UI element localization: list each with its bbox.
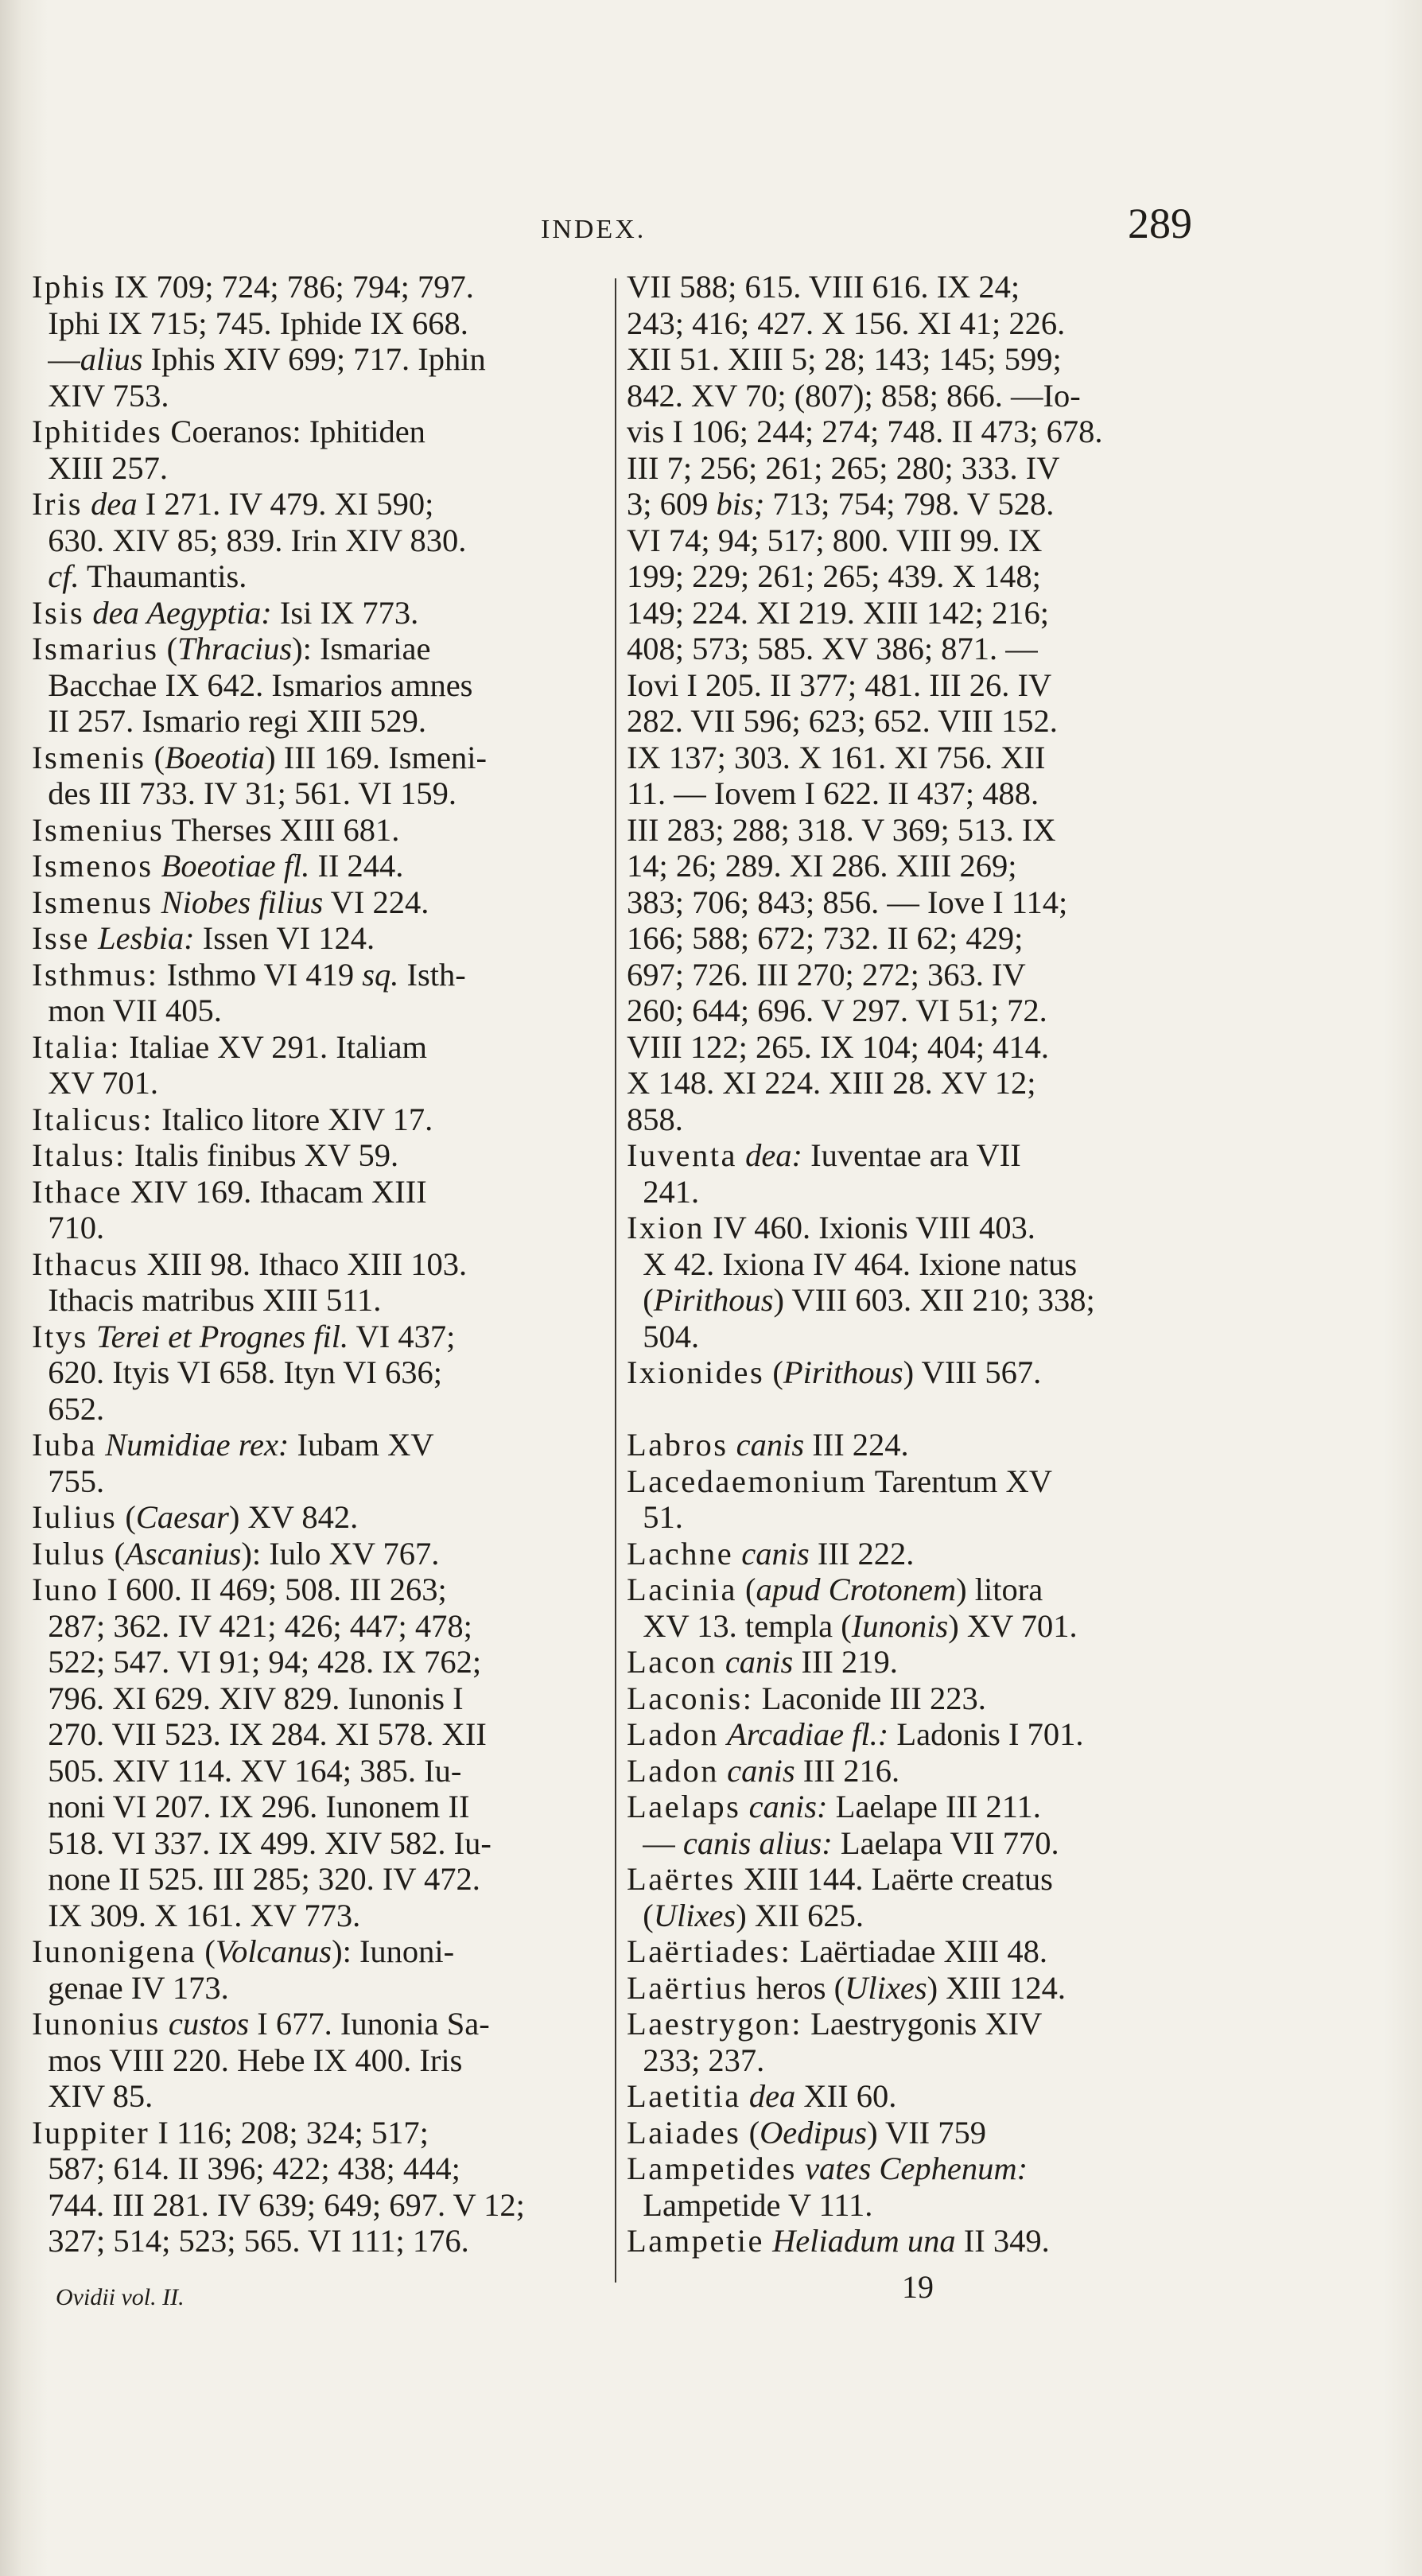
index-line: 755. [32,1463,105,1499]
index-line: 149; 224. XI 219. XIII 142; 216; [627,594,1049,631]
sheet-number: 19 [902,2269,934,2305]
index-line: (Pirithous) VIII 603. XII 210; 338; [627,1282,1095,1318]
index-line: Ismenos Boeotiae fl. II 244. [32,848,404,884]
index-line: Iovi I 205. II 377; 481. III 26. IV [627,666,1052,703]
index-line: Iphi IX 715; 745. Iphide IX 668. [32,305,468,341]
index-line: genae IV 173. [32,1969,229,2006]
index-line: Isis dea Aegyptia: Isi IX 773. [32,594,419,631]
index-line: 697; 726. III 270; 272; 363. IV [627,956,1026,993]
index-line: 858. [627,1101,683,1137]
index-line: Ismenis (Boeotia) III 169. Ismeni- [32,739,488,775]
index-line: 383; 706; 843; 856. — Iove I 114; [627,884,1068,920]
index-line: Iunonius custos I 677. Iunonia Sa- [32,2006,490,2042]
index-line: Laconis: Laconide III 223. [627,1680,986,1716]
index-line: 652. [32,1390,105,1427]
signature-mark: Ovidii vol. II. [56,2284,185,2310]
running-head [0,199,1422,247]
index-line: Italicus: Italico litore XIV 17. [32,1101,433,1137]
index-line: 233; 237. [627,2042,765,2078]
index-line: Ixion IV 460. Ixionis VIII 403. [627,1210,1035,1245]
index-line: 270. VII 523. IX 284. XI 578. XII [32,1716,487,1752]
page-number: 289 [1128,200,1192,247]
index-line: cf. Thaumantis. [48,558,247,594]
index-line: 505. XIV 114. XV 164; 385. Iu- [32,1752,462,1789]
index-line: 260; 644; 696. V 297. VI 51; 72. [627,993,1047,1028]
index-line: Labros canis III 224. [627,1427,909,1463]
index-line: 710. [32,1210,105,1245]
index-line: Iuppiter I 116; 208; 324; 517; [32,2114,429,2151]
index-line: Laërtiades: Laërtiadae XIII 48. [627,1933,1047,1969]
index-line: Laërtes XIII 144. Laërte creatus [627,1861,1053,1897]
index-column-left [32,269,606,2259]
index-line: noni VI 207. IX 296. Iunonem II [32,1789,470,1824]
index-line: Lampetie Heliadum una II 349. [627,2223,1050,2259]
index-line: —alius Iphis XIV 699; 717. Iphin [32,341,486,377]
index-line: Isse Lesbia: Issen VI 124. [32,920,375,956]
index-line: mos VIII 220. Hebe IX 400. Iris [32,2042,463,2078]
index-line: Ixionides (Pirithous) VIII 567. [627,1354,1042,1390]
index-line: Iuno I 600. II 469; 508. III 263; [32,1572,447,1607]
index-line: Ismenus Niobes filius VI 224. [32,884,429,920]
index-line: Ismenius Therses XIII 681. [32,811,400,848]
index-line: Ladon Arcadiae fl.: Ladonis I 701. [627,1716,1084,1752]
index-line: 587; 614. II 396; 422; 438; 444; [32,2151,460,2186]
index-line: VII 588; 615. VIII 616. IX 24; [627,269,1020,305]
index-line: 522; 547. VI 91; 94; 428. IX 762; [32,1644,482,1680]
index-line: IX 137; 303. X 161. XI 756. XII [627,739,1046,775]
index-line: Itys Terei et Prognes fil. VI 437; [32,1318,456,1354]
index-line: 3; 609 bis; 713; 754; 798. V 528. [627,486,1055,522]
index-line: VIII 122; 265. IX 104; 404; 414. [627,1028,1049,1065]
index-line: Laetitia dea XII 60. [627,2078,897,2114]
index-line: Iuventa dea: Iuventae ara VII [627,1137,1021,1173]
index-line: Lacinia (apud Crotonem) litora [627,1572,1043,1607]
entry-gap [627,1391,1207,1428]
index-line: 282. VII 596; 623; 652. VIII 152. [627,703,1058,739]
index-line: II 257. Ismario regi XIII 529. [32,703,426,739]
index-line: Ithace XIV 169. Ithacam XIII [32,1173,427,1210]
index-line: 166; 588; 672; 732. II 62; 429; [627,920,1024,956]
index-line: 11. — Iovem I 622. II 437; 488. [627,775,1039,811]
index-line: Ithacis matribus XIII 511. [32,1282,382,1318]
index-line: Lampetide V 111. [627,2186,873,2223]
index-line: none II 525. III 285; 320. IV 472. [32,1861,480,1897]
running-head-title: INDEX. [541,215,647,244]
index-line: 51. [627,1499,683,1535]
column-divider [615,278,616,2283]
index-line: Bacchae IX 642. Ismarios amnes [32,666,473,703]
index-column-right [627,269,1207,2259]
index-line: — canis alius: Laelapa VII 770. [627,1824,1059,1861]
index-line: Lacedaemonium Tarentum XV [627,1463,1052,1499]
index-line: Lachne canis III 222. [627,1535,915,1572]
index-line: 630. XIV 85; 839. Irin XIV 830. [32,522,467,558]
index-line: Laestrygon: Laestrygonis XIV [627,2006,1043,2042]
index-line: Iphis IX 709; 724; 786; 794; 797. [32,269,474,305]
index-line: Iphitides Coeranos: Iphitiden [32,414,425,449]
index-line: Ismarius (Thracius): Ismariae [32,631,431,666]
index-line: 796. XI 629. XIV 829. Iunonis I [32,1680,464,1716]
index-line: VI 74; 94; 517; 800. VIII 99. IX [627,522,1043,558]
index-line: Ithacus XIII 98. Ithaco XIII 103. [32,1245,468,1282]
index-line: 408; 573; 585. XV 386; 871. — [627,631,1038,666]
index-line: 14; 26; 289. XI 286. XIII 269; [627,848,1017,884]
index-line: Italus: Italis finibus XV 59. [32,1137,399,1173]
index-line: des III 733. IV 31; 561. VI 159. [32,775,457,811]
index-line: IX 309. X 161. XV 773. [32,1897,361,1933]
index-line: Iris dea I 271. IV 479. XI 590; [32,486,434,522]
index-line: Iunonigena (Volcanus): Iunoni- [32,1933,455,1969]
index-line: 518. VI 337. IX 499. XIV 582. Iu- [32,1824,491,1861]
index-line: XIV 753. [32,377,169,414]
index-line: XV 13. templa (Iunonis) XV 701. [627,1607,1078,1644]
index-line: Isthmus: Isthmo VI 419 sq. Isth- [32,956,466,993]
index-line: XIII 257. [32,449,168,486]
index-line: Iulius (Caesar) XV 842. [32,1499,359,1535]
index-line: III 7; 256; 261; 265; 280; 333. IV [627,449,1060,486]
index-line: vis I 106; 244; 274; 748. II 473; 678. [627,414,1103,449]
index-line: Lacon canis III 219. [627,1644,898,1680]
index-line: Iulus (Ascanius): Iulo XV 767. [32,1535,440,1572]
index-line: X 42. Ixiona IV 464. Ixione natus [627,1245,1078,1282]
index-line: 327; 514; 523; 565. VI 111; 176. [32,2223,469,2259]
index-line: (Ulixes) XII 625. [627,1897,864,1933]
index-line: Laelaps canis: Laelape III 211. [627,1789,1041,1824]
index-line: XIV 85. [32,2078,153,2114]
index-line: Ladon canis III 216. [627,1752,900,1789]
index-line: 199; 229; 261; 265; 439. X 148; [627,558,1041,594]
index-line: Iuba Numidiae rex: Iubam XV [32,1427,434,1463]
index-line: Lampetides vates Cephenum: [627,2151,1028,2186]
index-line: XII 51. XIII 5; 28; 143; 145; 599; [627,341,1062,377]
index-line: 842. XV 70; (807); 858; 866. —Io- [627,377,1081,414]
index-line: Laiades (Oedipus) VII 759 [627,2114,987,2151]
index-line: 744. III 281. IV 639; 649; 697. V 12; [32,2186,525,2223]
index-line: 243; 416; 427. X 156. XI 41; 226. [627,305,1066,341]
index-line: 241. [627,1173,700,1210]
index-line: 620. Ityis VI 658. Ityn VI 636; [32,1354,442,1390]
index-line: Laërtius heros (Ulixes) XIII 124. [627,1969,1066,2006]
index-line: mon VII 405. [32,993,222,1028]
index-line: X 148. XI 224. XIII 28. XV 12; [627,1065,1036,1101]
index-line: 504. [627,1318,700,1354]
index-line: XV 701. [32,1065,159,1101]
index-line: III 283; 288; 318. V 369; 513. IX [627,811,1056,848]
index-line: Italia: Italiae XV 291. Italiam [32,1028,427,1065]
index-line: 287; 362. IV 421; 426; 447; 478; [32,1607,472,1644]
